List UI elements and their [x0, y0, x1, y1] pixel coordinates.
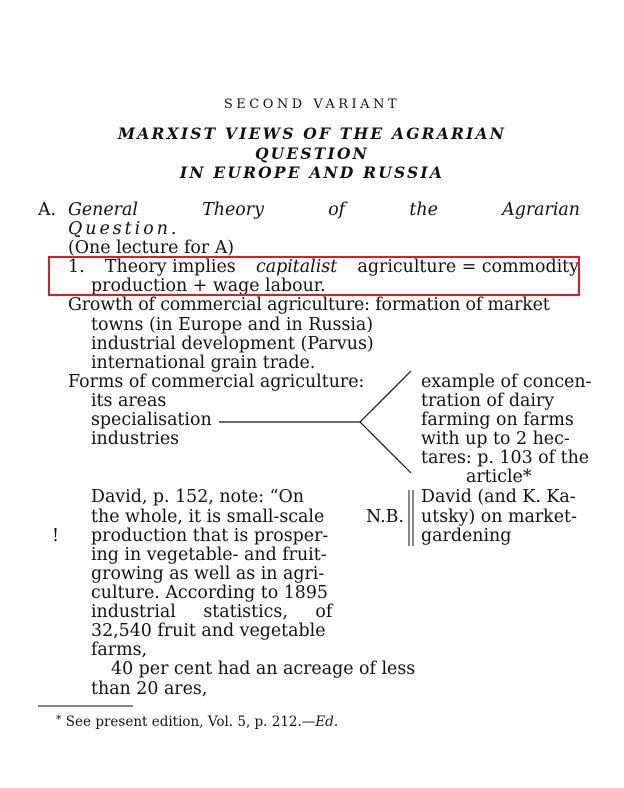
forms-item-specialisation: specialisation	[91, 410, 212, 430]
item-1-line-2: production + wage labour.	[91, 276, 326, 296]
growth-line-4: international grain trade.	[91, 353, 316, 373]
david-quote-4: ing in vegetable- and fruit-	[91, 545, 327, 565]
footnote-ed: Ed.	[315, 714, 339, 730]
nb-mark: N.B.	[366, 507, 404, 527]
heading-word: Theory	[202, 200, 264, 220]
david-quote-5: growing as well as in agri-	[91, 564, 325, 584]
forms-item-areas: its areas	[91, 391, 167, 411]
item-number: 1.	[68, 257, 85, 277]
growth-line-2: towns (in Europe and in Russia)	[91, 315, 374, 335]
connector-lower	[360, 422, 411, 473]
side-note-6: article*	[466, 467, 532, 487]
heading-word: of	[328, 200, 346, 220]
side-note-4: with up to 2 hec-	[421, 429, 570, 449]
david-side-3: gardening	[421, 526, 512, 546]
item-suffix: agriculture = commodity	[357, 257, 579, 277]
item-emphasis: capitalist	[255, 257, 338, 277]
david-quote-6: culture. According to 1895	[91, 583, 328, 603]
side-note-text: tration of dairy	[421, 391, 555, 411]
section-heading-cont: Question.	[68, 219, 180, 239]
footnote-marker: *	[56, 713, 62, 726]
side-note-3: farming on farms	[421, 410, 574, 430]
forms-item-industries: industries	[91, 429, 180, 449]
title-line-2: QUESTION	[254, 144, 370, 163]
david-quote-3: production that is prosper-	[91, 526, 329, 546]
connector-upper	[360, 371, 411, 422]
item-prefix: Theory implies	[104, 257, 236, 277]
growth-line-3: industrial development (Parvus)	[91, 334, 374, 354]
david-quote-9: farms,	[91, 640, 148, 660]
growth-line-1: Growth of commercial agriculture: formation of market	[68, 295, 550, 315]
side-note-5: tares: p. 103 of the	[421, 448, 590, 468]
margin-exclamation: !	[52, 526, 59, 546]
title-line-3: IN EUROPE AND RUSSIA	[179, 163, 445, 182]
side-note-1: example of concen-	[421, 372, 592, 392]
heading-word: General	[68, 200, 138, 220]
david-quote-10: 40 per cent had an acreage of less	[111, 659, 416, 679]
david-quote-7: industrial statistics, of	[91, 602, 333, 622]
footnote-text: See present edition, Vol. 5, p. 212.—	[65, 714, 316, 730]
david-quote-2: the whole, it is small-scale	[91, 507, 325, 527]
footnote	[56, 713, 338, 730]
david-quote-1: David, p. 152, note: “On	[91, 487, 305, 507]
heading-word: the	[409, 200, 438, 220]
lecture-note: (One lecture for A)	[68, 238, 235, 258]
david-quote-11: than 20 ares,	[91, 679, 208, 699]
david-quote-8: 32,540 fruit and vegetable	[91, 621, 326, 641]
david-side-1: David (and K. Ka-	[421, 487, 576, 507]
section-marker: A.	[38, 200, 57, 220]
side-note-2	[421, 392, 579, 411]
variant-heading: SECOND VARIANT	[223, 97, 401, 112]
david-side-2: utsky) on market-	[421, 507, 577, 527]
forms-heading: Forms of commercial agriculture:	[68, 372, 365, 392]
title-line-1: MARXIST VIEWS OF THE AGRARIAN	[117, 124, 507, 143]
heading-word: Agrarian	[502, 200, 580, 220]
